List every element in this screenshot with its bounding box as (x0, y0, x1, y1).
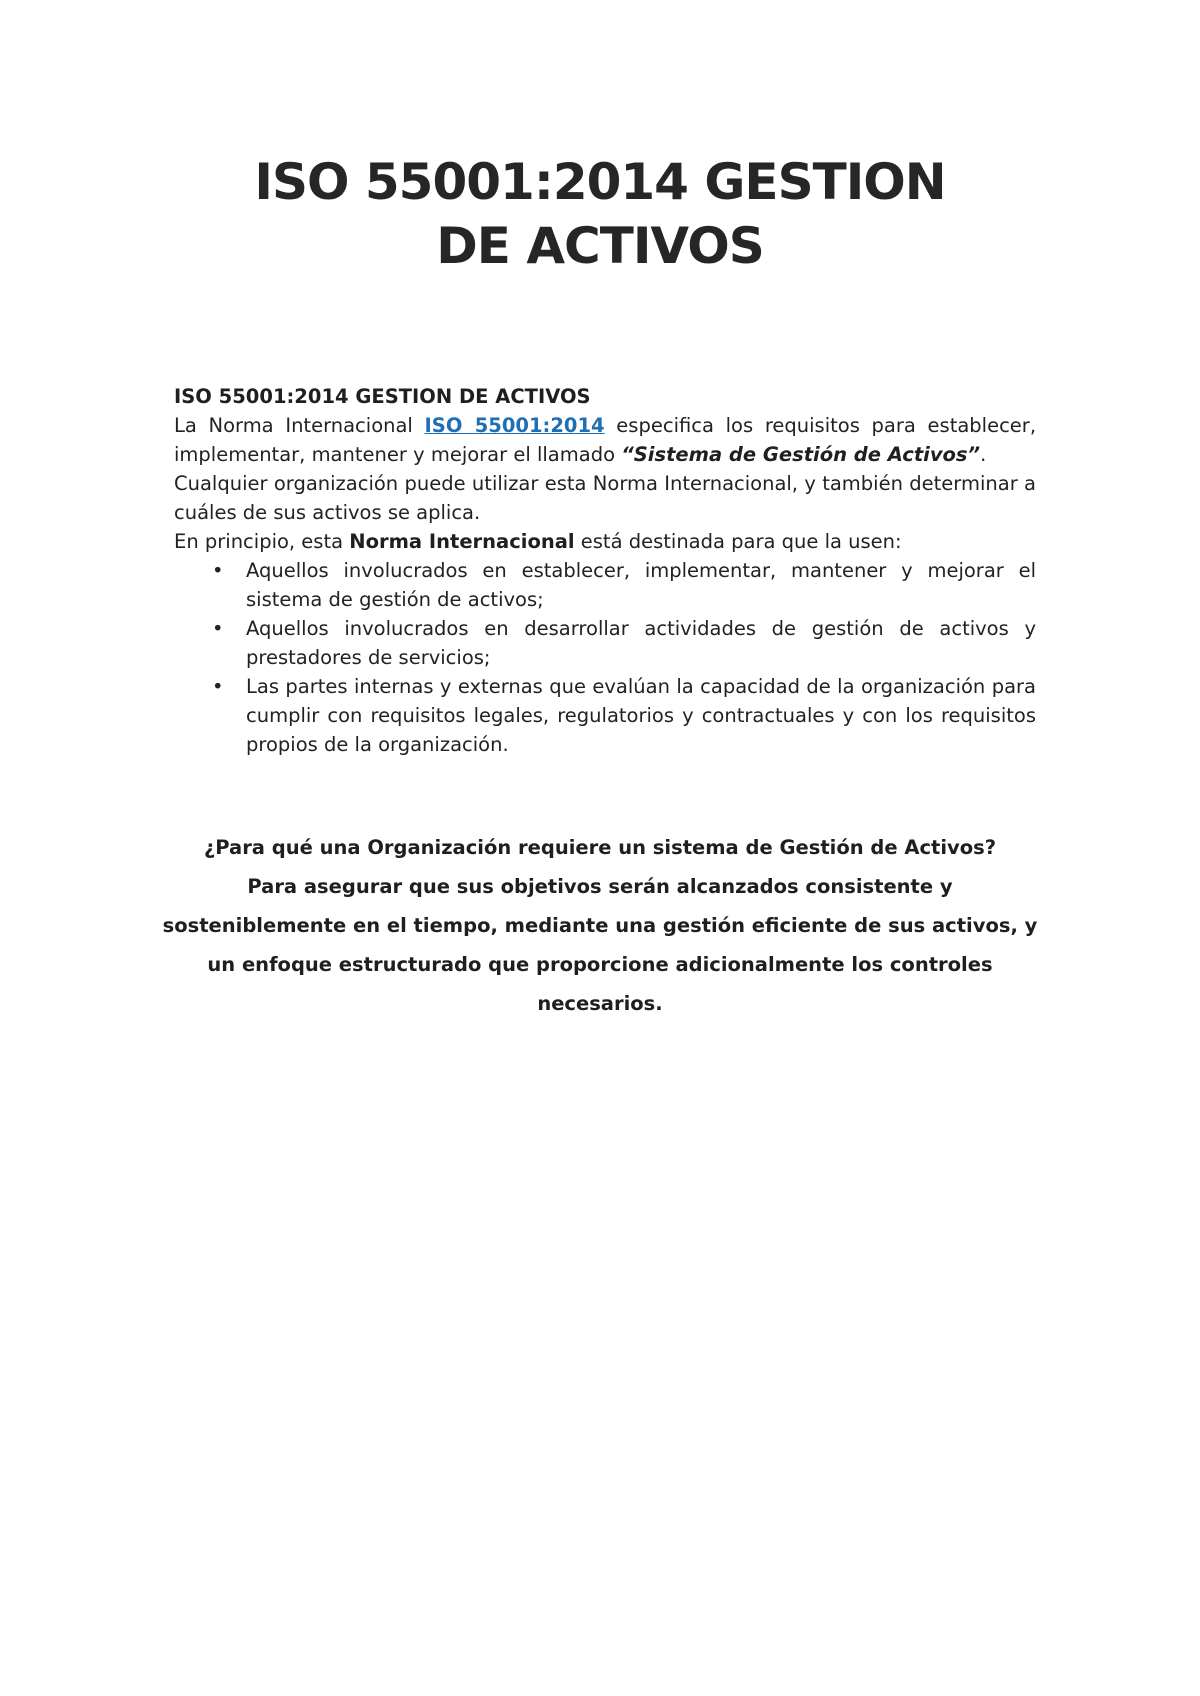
page-title-line-1: ISO 55001:2014 GESTION (254, 153, 946, 211)
list-item (174, 614, 1036, 672)
principle-bold-text: Norma Internacional (349, 530, 575, 553)
iso-standard-link[interactable]: ISO 55001:2014 (424, 414, 605, 437)
bullet-icon: • (212, 617, 224, 640)
question-answer-block (160, 828, 1040, 1023)
document-body (174, 382, 1036, 759)
intro-text-after-link: especifica los requisitos para establecer, implementar, mantener y mejorar el llamado (174, 414, 1037, 466)
answer-text: Para asegurar que sus objetivos serán alcanzados consistente y sosteniblemente en el tiempo, mediante una gestión eficiente de sus activos, y un enfoque estructurado que proporcione adicionalmente los controles necesarios. (162, 875, 1038, 1015)
list-item-text: Aquellos involucrados en desarrollar actividades de gestión de activos y prestadores de servicios; (246, 617, 1036, 669)
list-item-text: Aquellos involucrados en establecer, implementar, mantener y mejorar el sistema de gestión de activos; (246, 559, 1036, 611)
intro-text-end: . (980, 443, 987, 466)
intro-text-before-link: La Norma Internacional (174, 414, 425, 437)
bullet-icon: • (212, 559, 224, 582)
principle-paragraph (174, 527, 1036, 556)
bullet-icon: • (212, 675, 224, 698)
question-text: ¿Para qué una Organización requiere un sistema de Gestión de Activos? (203, 836, 997, 859)
page-title (0, 150, 1200, 278)
principle-text-before: En principio, esta (174, 530, 350, 553)
any-organization-paragraph: Cualquier organización puede utilizar esta Norma Internacional, y también determinar a cuáles de sus activos se aplica. (174, 472, 1036, 524)
audience-list (174, 556, 1036, 759)
page-title-line-2: DE ACTIVOS (436, 217, 764, 275)
section-heading: ISO 55001:2014 GESTION DE ACTIVOS (174, 385, 591, 408)
intro-emphasis: “Sistema de Gestión de Activos” (621, 443, 981, 466)
list-item (174, 672, 1036, 759)
list-item (174, 556, 1036, 614)
principle-text-after: está destinada para que la usen: (574, 530, 902, 553)
intro-paragraph (174, 411, 1036, 469)
list-item-text: Las partes internas y externas que evalúan la capacidad de la organización para cumplir con requisitos legales, regulatorios y contractuales y con los requisitos propios de la organización. (246, 675, 1036, 756)
